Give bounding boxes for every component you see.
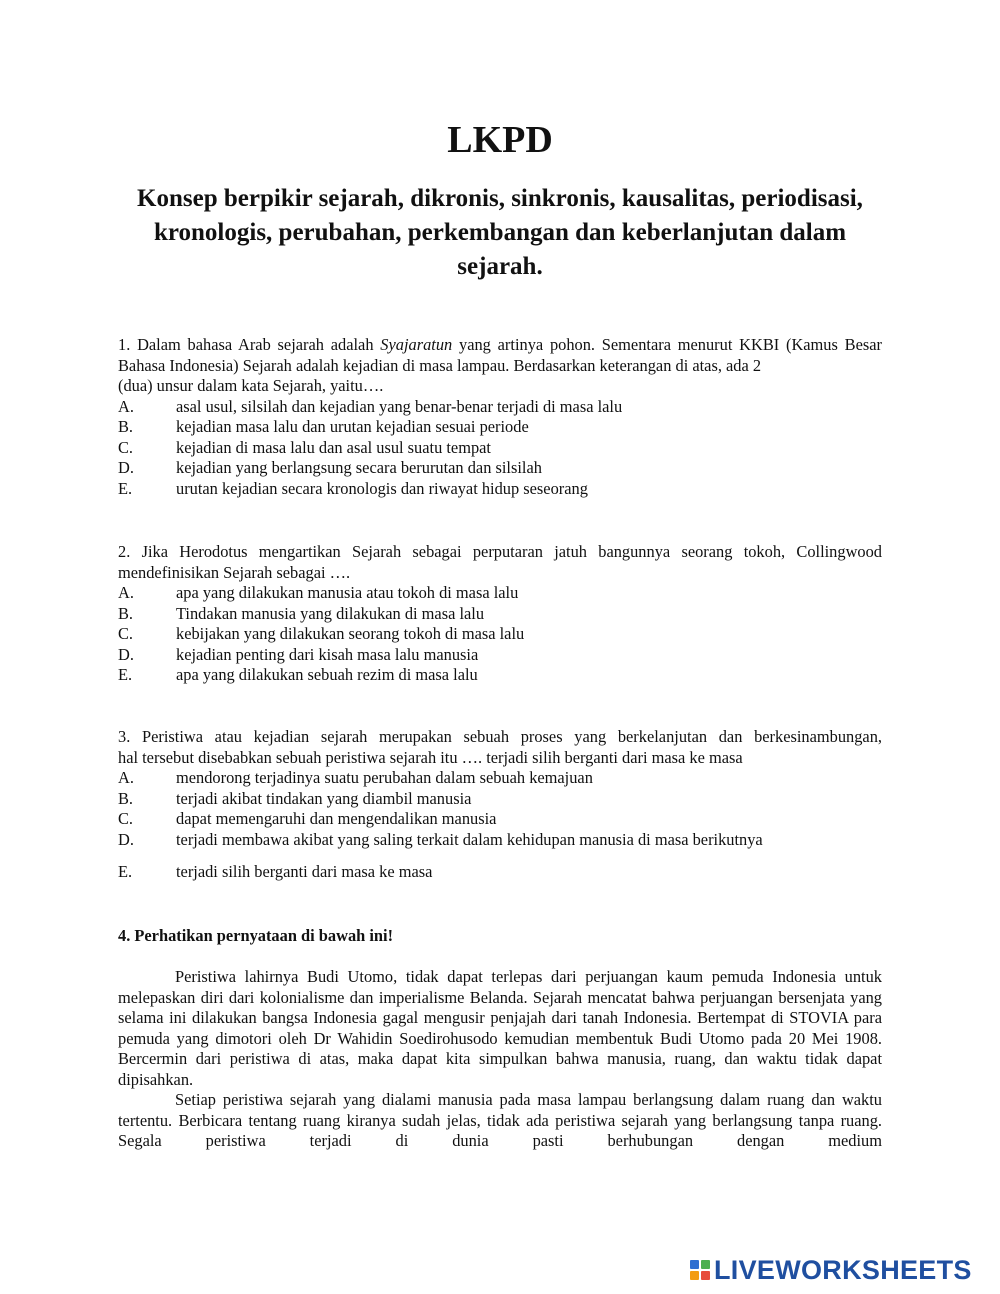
question-1-option-a[interactable]: A. asal usul, silsilah dan kejadian yang benar-benar terjadi di masa lalu	[118, 396, 623, 416]
liveworksheets-brand	[690, 1256, 972, 1284]
question-4-passage	[118, 967, 882, 1152]
question-2-option-c[interactable]: C. kebijakan yang dilakukan seorang tokoh di masa lalu	[118, 624, 525, 643]
question-3-option-c[interactable]: C. dapat memengaruhi dan mengendalikan manusia	[118, 809, 497, 828]
question-1-option-d[interactable]: D. kejadian yang berlangsung secara berurutan dan silsilah	[118, 458, 542, 477]
liveworksheets-label: LIVEWORKSHEETS	[714, 1255, 972, 1285]
question-1-option-b[interactable]: B. kejadian masa lalu dan urutan kejadian sesuai periode	[118, 417, 529, 436]
question-2-option-d[interactable]: D. kejadian penting dari kisah masa lalu manusia	[118, 644, 479, 664]
question-4-paragraph-2: Setiap peristiwa sejarah yang dialami manusia pada masa lampau berlangsung dalam ruang dan waktu tertentu. Berbicara tentang ruang kiranya sudah jelas, tidak ada peristiwa sejarah yang berlangsung tanpa ruang. Segala peristiwa terjadi di dunia pasti berhubungan dengan medium	[118, 1090, 882, 1150]
question-3-option-b[interactable]: B. terjadi akibat tindakan yang diambil manusia	[118, 788, 472, 808]
question-2-text: 2. Jika Herodotus mengartikan Sejarah sebagai perputaran jatuh bangunnya seorang tokoh, Collingwood	[118, 542, 882, 561]
question-2-option-e[interactable]: E. apa yang dilakukan sebuah rezim di masa lalu	[118, 665, 478, 684]
question-1-option-c[interactable]: C. kejadian di masa lalu dan asal usul suatu tempat	[118, 437, 491, 457]
logo-square-red	[701, 1271, 710, 1280]
question-1	[118, 335, 882, 499]
question-3-option-d[interactable]: D. terjadi membawa akibat yang saling terkait dalam kehidupan manusia di masa berikutnya	[118, 829, 763, 849]
question-3-text-end: hal tersebut disebabkan sebuah peristiwa sejarah itu …. terjadi silih berganti dari masa ke masa	[118, 747, 743, 767]
question-1-text: 1. Dalam bahasa Arab sejarah adalah Syajaratun yang artinya pohon. Sementara menurut KKBI (Kamus Besar Bahasa Indonesia) Sejarah adalah kejadian di masa lampau. Berdasarkan keterangan di atas, ada 2	[118, 335, 882, 375]
question-2	[118, 542, 882, 686]
question-3-option-e[interactable]: E. terjadi silih berganti dari masa ke masa	[118, 862, 433, 881]
logo-square-blue	[690, 1260, 699, 1269]
logo-square-orange	[690, 1271, 699, 1280]
page-title: LKPD	[447, 119, 553, 161]
question-4-paragraph-1: Peristiwa lahirnya Budi Utomo, tidak dapat terlepas dari perjuangan kaum pemuda Indonesia untuk melepaskan diri dari kolonialisme dan imperialisme Belanda. Sejarah mencatat bahwa perjuangan bersenjata yang selama ini dilakukan bangsa Indonesia gagal mengusir penjajah dari tanah Indonesia. Bertempat di STOVIA para pemuda yang dimotori oleh Dr Wahidin Soedirohusodo kemudian membentuk Budi Utomo pada 20 Mei 1908. Bercermin dari peristiwa di atas, maka dapat kita simpulkan bahwa manusia, ruang, dan waktu tidak dapat dipisahkan.	[118, 967, 882, 1089]
liveworksheets-logo-icon	[690, 1260, 710, 1280]
question-3	[118, 727, 882, 883]
question-2-option-a[interactable]: A. apa yang dilakukan manusia atau tokoh di masa lalu	[118, 583, 519, 602]
question-3-text: 3. Peristiwa atau kejadian sejarah merupakan sebuah proses yang berkelanjutan dan berkesinambungan,	[118, 727, 882, 746]
question-1-italic-term: Syajaratun	[380, 335, 453, 354]
logo-square-green	[701, 1260, 710, 1269]
question-4-heading: 4. Perhatikan pernyataan di bawah ini!	[118, 926, 394, 945]
page-subtitle: Konsep berpikir sejarah, dikronis, sinkronis, kausalitas, periodisasi, kronologis, perubahan, perkembangan dan keberlanjutan dalam sejarah.	[137, 185, 863, 280]
question-3-option-a[interactable]: A. mendorong terjadinya suatu perubahan dalam sebuah kemajuan	[118, 768, 593, 787]
question-1-text-end: (dua) unsur dalam kata Sejarah, yaitu….	[118, 376, 384, 395]
question-2-option-b[interactable]: B. Tindakan manusia yang dilakukan di masa lalu	[118, 603, 485, 623]
question-2-text-end: mendefinisikan Sejarah sebagai ….	[118, 562, 351, 582]
question-1-option-e[interactable]: E. urutan kejadian secara kronologis dan riwayat hidup seseorang	[118, 478, 588, 498]
